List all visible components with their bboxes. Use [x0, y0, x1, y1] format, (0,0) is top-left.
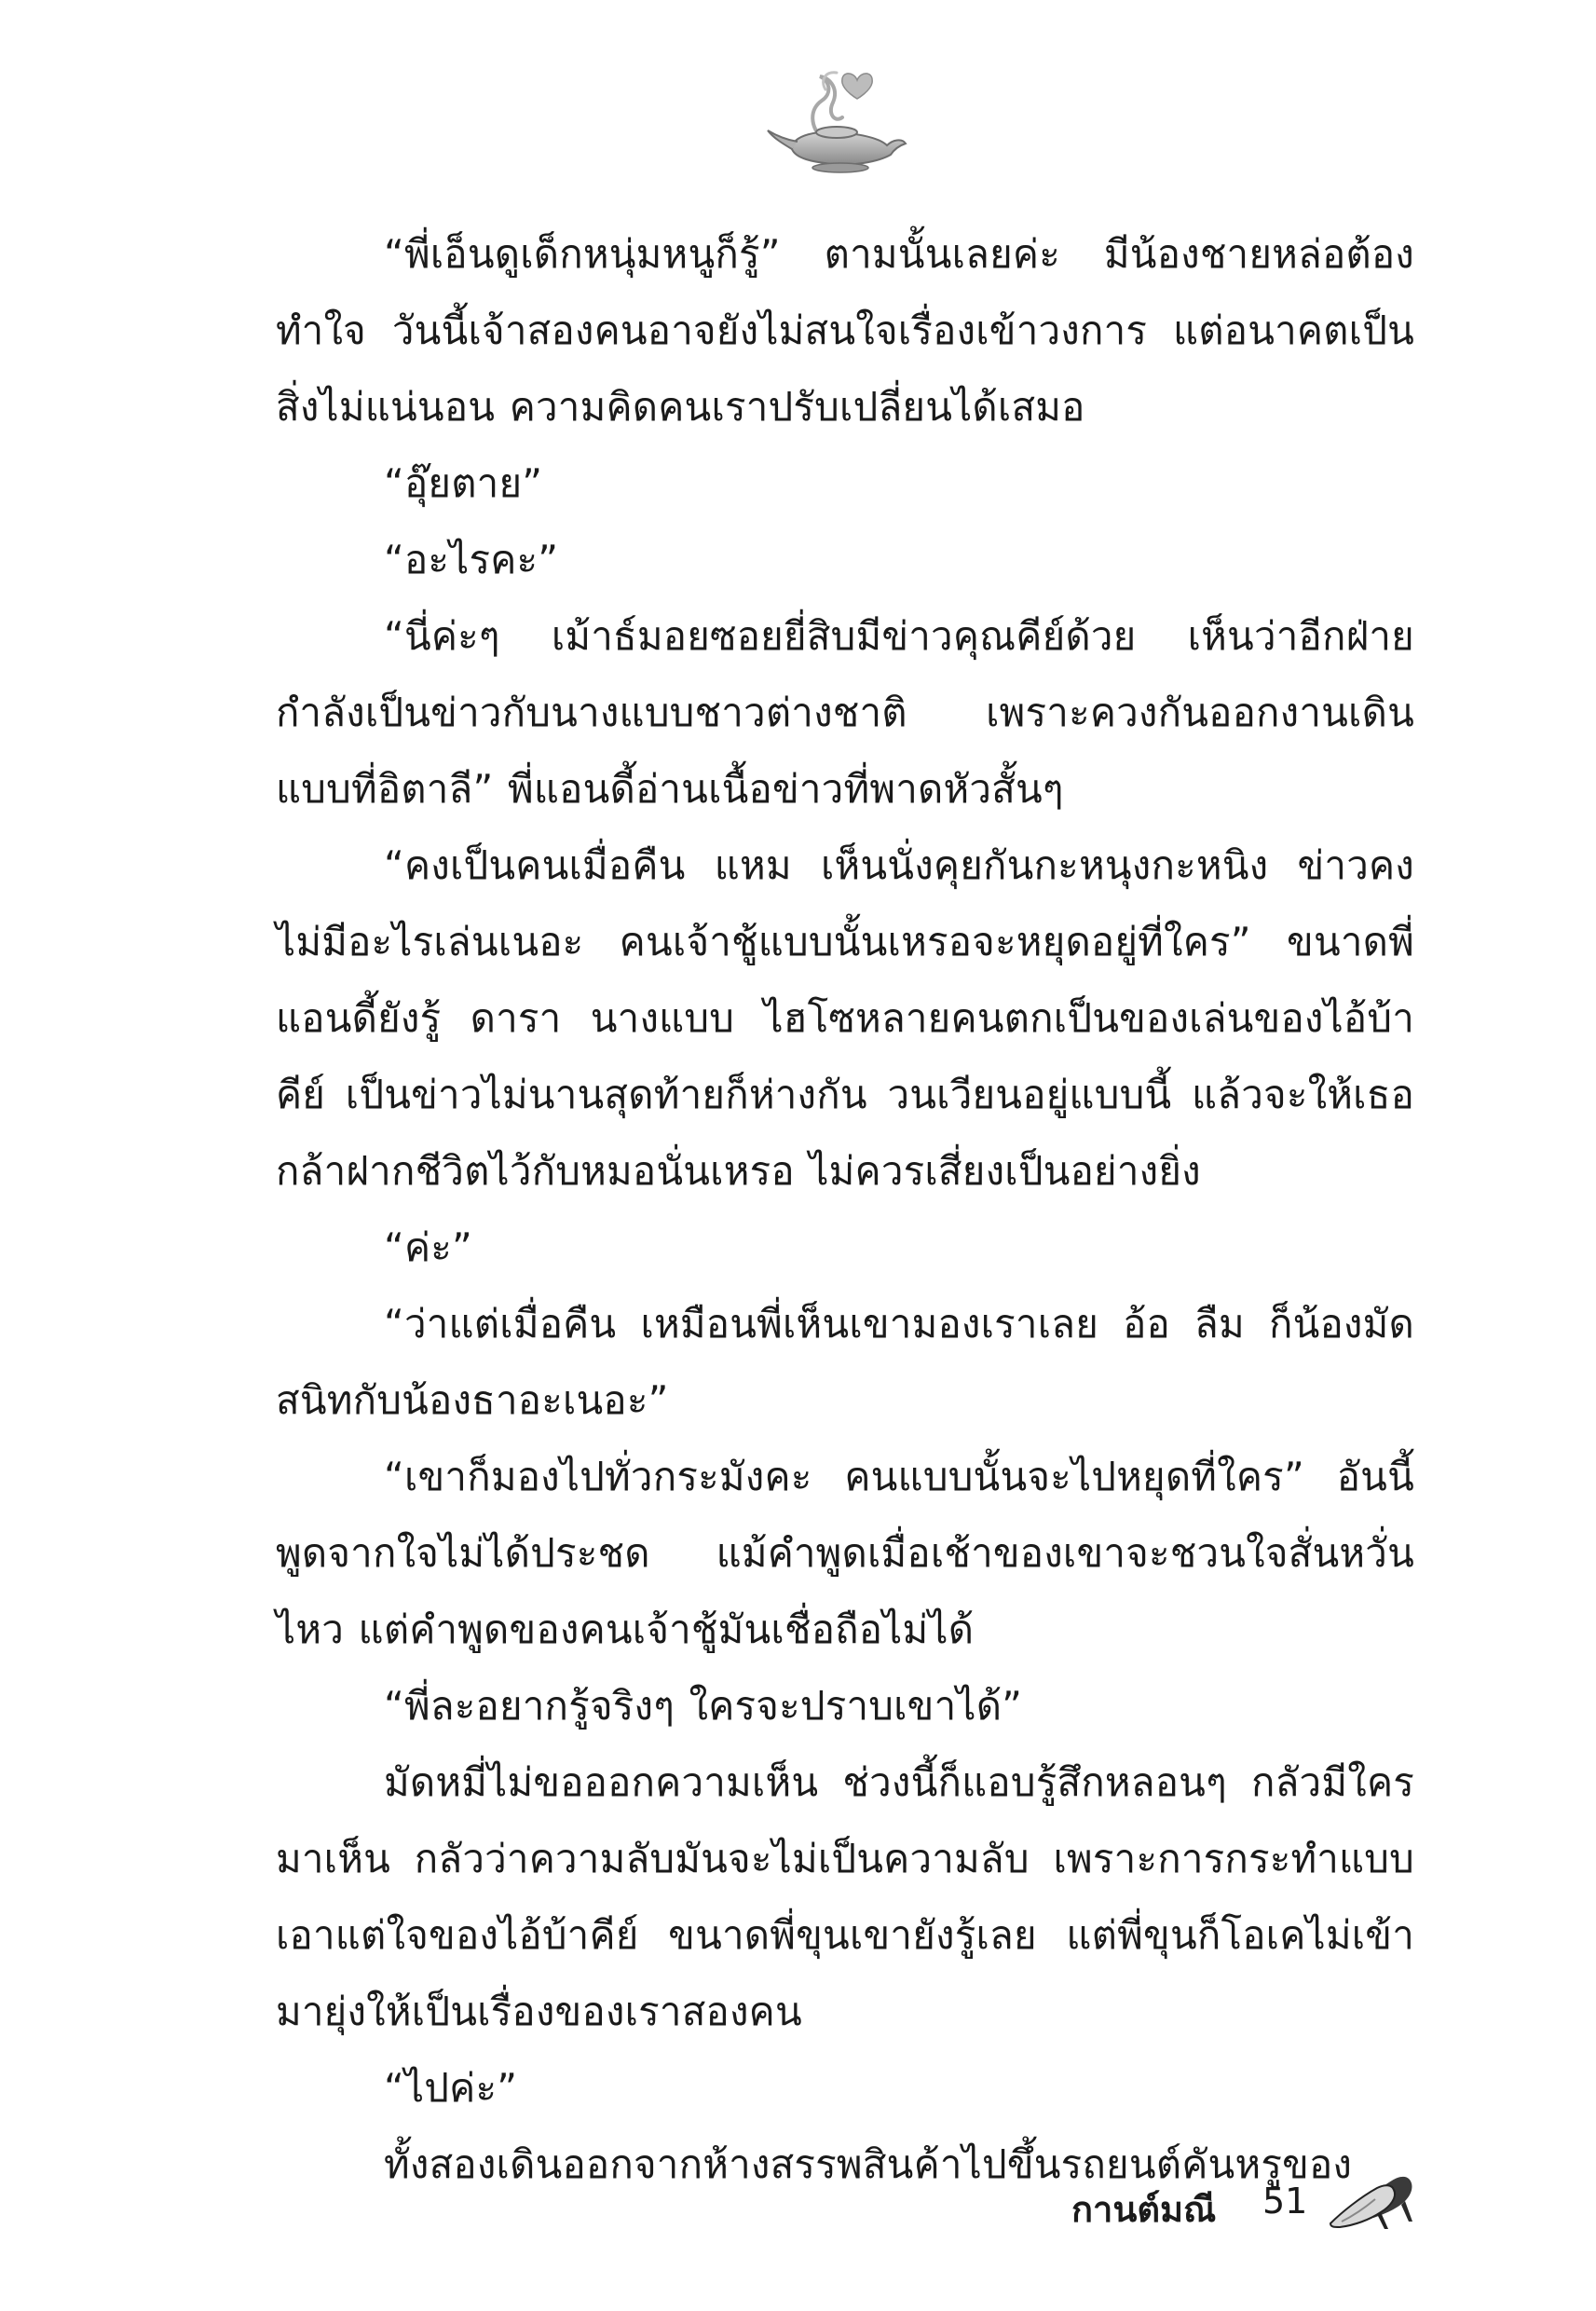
story-text [276, 216, 1414, 2203]
paragraph: “พี่เอ็นดูเด็กหนุ่มหนูก็รู้” ตามนั้นเลยค่ะ มีน้องชายหล่อต้องทำใจ วันนี้เจ้าสองคนอาจยังไม่สนใจเรื่องเข้าวงการ แต่อนาคตเป็นสิ่งไม่แน่นอน ความคิดคนเราปรับเปลี่ยนได้เสมอ [276, 231, 1414, 430]
paragraph: “ว่าแต่เมื่อคืน เหมือนพี่เห็นเขามองเราเลย อ้อ ลืม ก็น้องมัดสนิทกับน้องธาอะเนอะ” [276, 1301, 1414, 1423]
paragraph: “คงเป็นคนเมื่อคืน แหม เห็นนั่งคุยกันกะหนุงกะหนิง ข่าวคงไม่มีอะไรเล่นเนอะ คนเจ้าชู้แบบนั้นเหรอจะหยุดอยู่ที่ใคร” ขนาดพี่แอนดี้ยังรู้ ดารา นางแบบ ไฮโซหลายคนตกเป็นของเล่นของไอ้บ้าคีย์ เป็นข่าวไม่นานสุดท้ายก็ห่างกัน วนเวียนอยู่แบบนี้ แล้วจะให้เธอกล้าฝากชีวิตไว้กับหมอนั่นเหรอ ไม่ควรเสี่ยงเป็นอย่างยิ่ง [276, 842, 1414, 1194]
book-title: กานต์มณี [1071, 2189, 1217, 2230]
genie-lamp-heart-icon [764, 52, 913, 173]
paragraph: “ค่ะ” [384, 1224, 472, 1270]
paragraph: มัดหมี่ไม่ขอออกความเห็น ช่วงนี้ก็แอบรู้สึกหลอนๆ กลัวมีใครมาเห็น กลัวว่าความลับมันจะไม่เป็นความลับ เพราะการกระทำแบบเอาแต่ใจของไอ้บ้าคีย์ ขนาดพี่ขุนเขายังรู้เลย แต่พี่ขุนก็โอเคไม่เข้ามายุ่งให้เป็นเรื่องของเราสองคน [276, 1759, 1414, 2034]
paragraph: “ไปค่ะ” [384, 2065, 518, 2111]
paragraph: “อะไรคะ” [384, 537, 559, 582]
page-footer [1071, 2171, 1463, 2246]
paragraph: “พี่ละอยากรู้จริงๆ ใครจะปราบเขาได้” [384, 1683, 1023, 1729]
paragraph: “เขาก็มองไปทั่วกระมังคะ คนแบบนั้นจะไปหยุดที่ใคร” อันนี้พูดจากใจไม่ได้ประชด แม้คำพูดเมื่อเช้าของเขาจะชวนใจสั่นหวั่นไหว แต่คำพูดของคนเจ้าชู้มันเชื่อถือไม่ได้ [276, 1454, 1414, 1652]
paragraph: ทั้งสองเดินออกจากห้างสรรพสินค้าไปขึ้นรถยนต์คันหรูของ [384, 2141, 1353, 2187]
page-number: 51 [1262, 2181, 1308, 2222]
paragraph: “นี่ค่ะๆ เม้าธ์มอยซอยยี่สิบมีข่าวคุณคีย์ด้วย เห็นว่าอีกฝ่ายกำลังเป็นข่าวกับนางแบบชาวต่างชาติ เพราะควงกันออกงานเดินแบบที่อิตาลี” พี่แอนดี้อ่านเนื้อข่าวที่พาดหัวสั้นๆ [276, 613, 1414, 812]
high-heels-icon [1323, 2166, 1425, 2231]
paragraph: “อุ๊ยตาย” [384, 460, 543, 506]
